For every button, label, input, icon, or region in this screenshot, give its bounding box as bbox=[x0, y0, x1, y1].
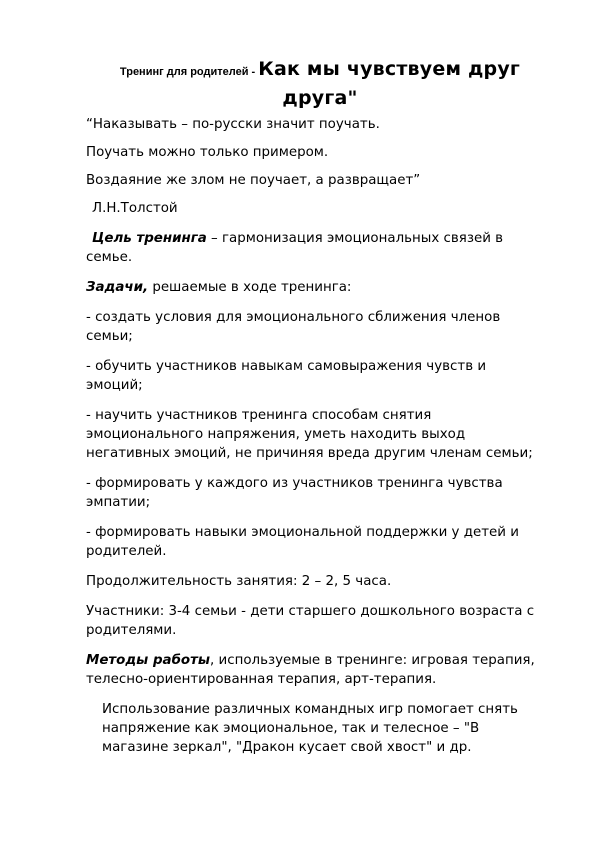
quote-author: Л.Н.Толстой bbox=[92, 201, 178, 216]
page-title bbox=[100, 56, 540, 112]
tasks-text: решаемые в ходе тренинга: bbox=[148, 280, 352, 295]
tasks-paragraph bbox=[86, 278, 546, 297]
task-item-5: - формировать навыки эмоциональной поддержки у детей и родителей. bbox=[86, 525, 519, 559]
task-item-2: - обучить участников навыкам самовыражения чувств и эмоций; bbox=[86, 359, 487, 393]
quote-line-1: “Наказывать – по-русски значит поучать. bbox=[86, 117, 380, 132]
title-prefix: Тренинг для родителей - bbox=[119, 66, 259, 78]
methods-label: Методы работы bbox=[86, 653, 210, 668]
task-item-1: - создать условия для эмоционального сближения членов семьи; bbox=[86, 310, 501, 344]
quote-line-2: Поучать можно только примером. bbox=[86, 145, 329, 160]
title-main: Как мы чувствуем друг друга" bbox=[258, 58, 521, 109]
goal-text: – гармонизация эмоциональных связей в семье. bbox=[86, 231, 504, 265]
task-item-3: - научить участников тренинга способам снятия эмоционального напряжения, уметь находить выход негативных эмоций, не причиняя вреда другим членам семьи; bbox=[86, 408, 533, 461]
goal-paragraph bbox=[86, 229, 546, 267]
methods-text: , используемые в тренинге: игровая терапия, телесно-ориентированная терапия, арт-терапия. bbox=[86, 653, 535, 687]
goal-label: Цель тренинга bbox=[92, 231, 207, 246]
methods-paragraph bbox=[86, 651, 546, 689]
tasks-label: Задачи, bbox=[86, 280, 149, 295]
quote-line-3: Воздаяние же злом не поучает, а развращает” bbox=[86, 173, 421, 188]
document-body bbox=[86, 115, 546, 768]
games-paragraph: Использование различных командных игр помогает снять напряжение как эмоциональное, так и телесное – "В магазине зеркал", "Дракон кусает свой хвост" и др. bbox=[102, 702, 518, 755]
participants-paragraph: Участники: 3-4 семьи - дети старшего дошкольного возраста с родителями. bbox=[86, 604, 535, 638]
task-item-4: - формировать у каждого из участников тренинга чувства эмпатии; bbox=[86, 476, 503, 510]
duration-paragraph: Продолжительность занятия: 2 – 2, 5 часа. bbox=[86, 574, 392, 589]
